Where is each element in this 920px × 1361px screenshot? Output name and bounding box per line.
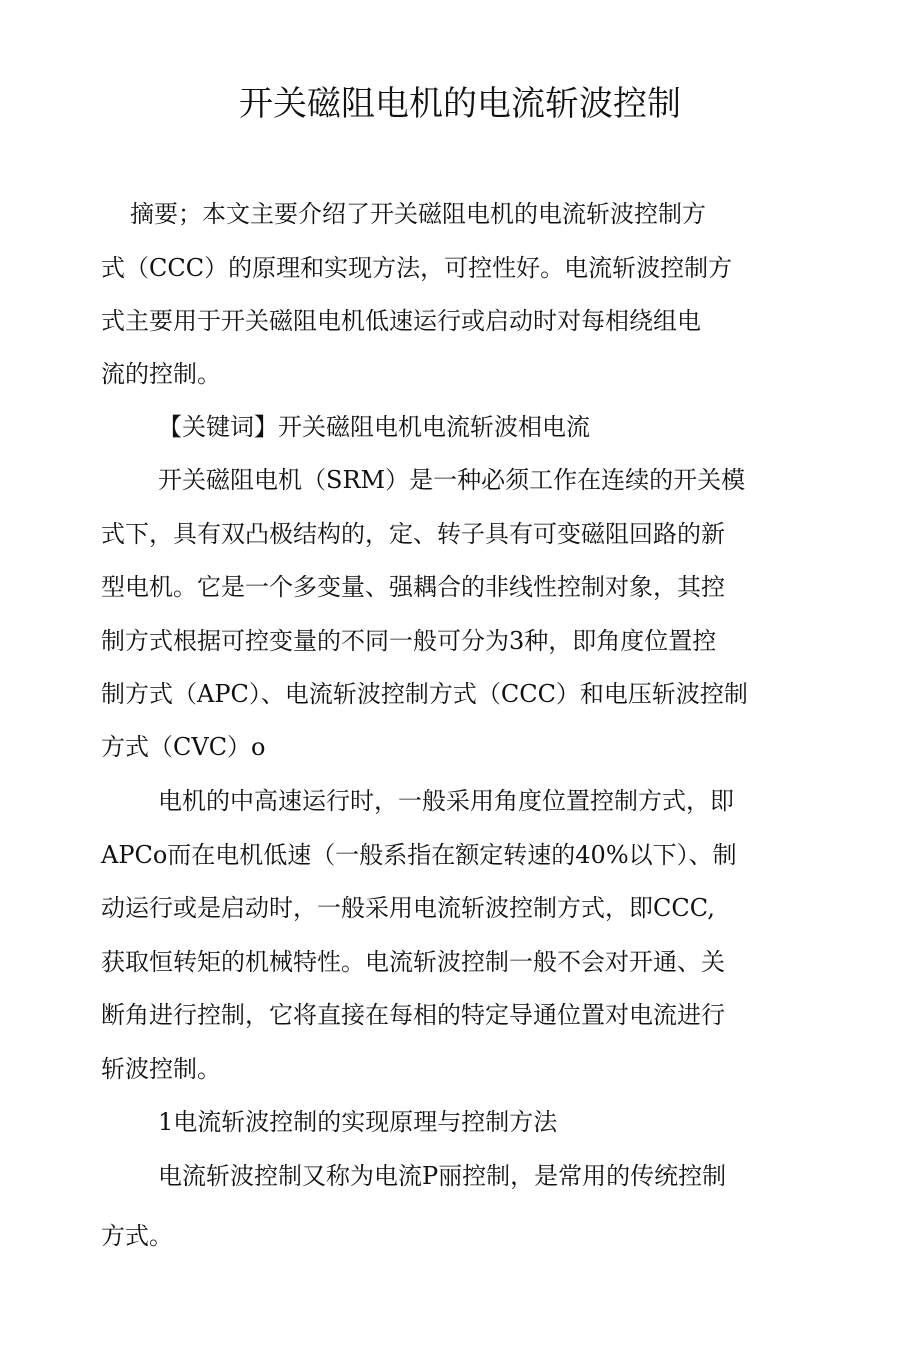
abstract-line: 流的控制。 [101, 360, 221, 388]
paragraph-line: 制方式根据可控变量的不同一般可分为3种，即角度位置控 [101, 627, 717, 655]
paragraph-line: 型电机。它是一个多变量、强耦合的非线性控制对象，其控 [101, 573, 725, 601]
abstract-line: 摘要；本文主要介绍了开关磁阻电机的电流斩波控制方 [130, 200, 706, 228]
paragraph-line: 动运行或是启动时，一般采用电流斩波控制方式，即CCC, [101, 894, 715, 922]
paragraph-line: 获取恒转矩的机械特性。电流斩波控制一般不会对开通、关 [101, 948, 725, 976]
abstract-line: 式主要用于开关磁阻电机低速运行或启动时对每相绕组电 [101, 307, 701, 335]
paragraph-line: 电机的中高速运行时，一般采用角度位置控制方式，即 [158, 787, 734, 815]
paragraph-line: APCo而在电机低速（一般系指在额定转速的40%以下）、制 [101, 841, 737, 869]
document-title: 开关磁阻电机的电流斩波控制 [239, 84, 681, 124]
abstract-line: 式（CCC）的原理和实现方法，可控性好。电流斩波控制方 [101, 254, 733, 282]
paragraph-line: 断角进行控制，它将直接在每相的特定导通位置对电流进行 [101, 1001, 725, 1029]
paragraph-line: 斩波控制。 [101, 1055, 221, 1083]
section-heading: 1电流斩波控制的实现原理与控制方法 [158, 1108, 558, 1136]
paragraph-line: 制方式（APC）、电流斩波控制方式（CCC）和电压斩波控制 [101, 680, 748, 708]
paragraph-line: 电流斩波控制又称为电流P丽控制，是常用的传统控制 [158, 1162, 727, 1190]
keywords: 【关键词】开关磁阻电机电流斩波相电流 [158, 413, 590, 441]
paragraph-line: 开关磁阻电机（SRM）是一种必须工作在连续的开关模 [158, 466, 746, 494]
paragraph-line: 方式（CVC）o [101, 733, 266, 761]
paragraph-line: 方式。 [101, 1222, 173, 1250]
paragraph-line: 式下，具有双凸极结构的，定、转子具有可变磁阻回路的新 [101, 520, 725, 548]
